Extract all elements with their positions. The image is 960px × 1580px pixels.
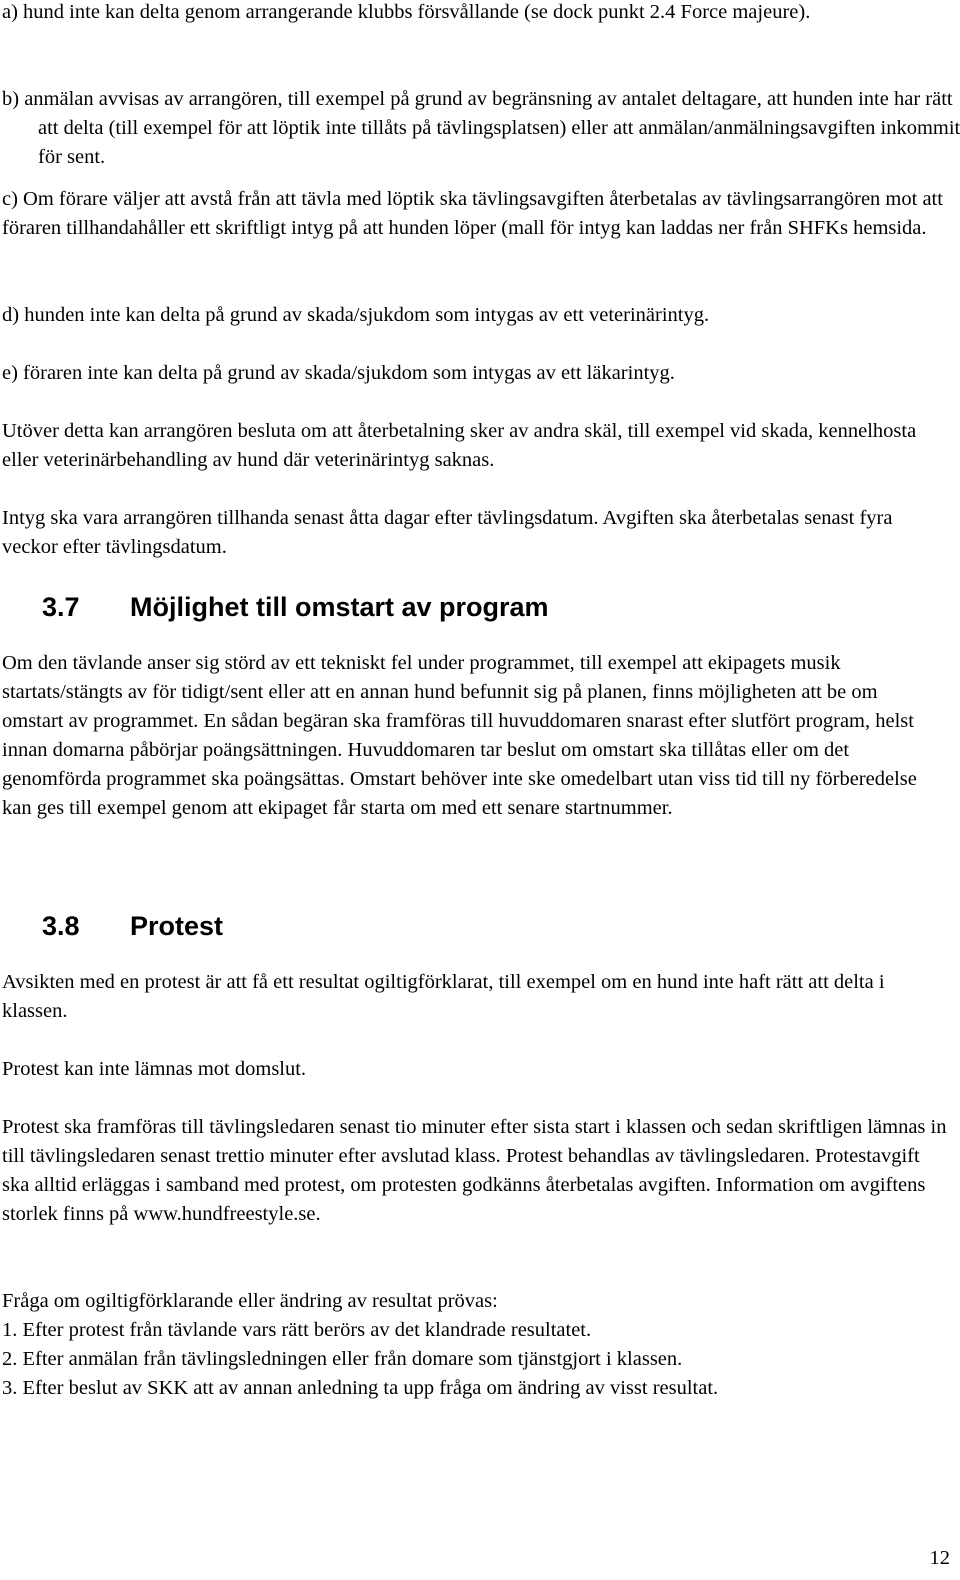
list-item-c: c) Om förare väljer att avstå från att tävla med löptik ska tävlingsavgiften återbetalas av tävlingsarrangören mot att föraren tillhandahåller ett skriftligt intyg på att hunden löper (mall för intyg kan laddas ner från SHFKs hemsida. xyxy=(2,188,943,239)
list-item-d: d) hunden inte kan delta på grund av skada/sjukdom som intygas av ett veterinärintyg. xyxy=(2,304,710,326)
list-item-a: a) hund inte kan delta genom arrangerande klubbs försvållande (se dock punkt 2.4 Force majeure). xyxy=(2,1,811,23)
list-item-question-1: 1. Efter protest från tävlande vars rätt berörs av det klandrade resultatet. xyxy=(2,1319,592,1341)
page-number: 12 xyxy=(929,1547,950,1569)
certificate-deadline-paragraph: Intyg ska vara arrangören tillhanda senast åtta dagar efter tävlingsdatum. Avgiften ska återbetalas senast fyra veckor efter tävlingsdatum. xyxy=(2,507,893,558)
question-intro: Fråga om ogiltigförklarande eller ändring av resultat prövas: xyxy=(2,1290,498,1312)
section-heading-restart xyxy=(42,590,549,624)
section-number: 3.7 xyxy=(42,592,80,622)
restart-paragraph: Om den tävlande anser sig störd av ett tekniskt fel under programmet, till exempel att ekipagets musik startats/stängts av för tidigt/sent eller att en annan hund befunnit sig på planen, finns möjligheten att be om omstart av programmet. En sådan begäran ska framföras till huvuddomaren snarast efter slutfört program, helst innan domarna påbörjar poängsättningen. Huvuddomaren tar beslut om omstart ska tillåtas eller om det genomförda programmet ska poängsättas. Omstart behöver inte ske omedelbart utan viss tid till ny förberedelse kan ges till exempel genom att ekipaget får starta om med ett senare startnummer. xyxy=(2,652,917,819)
protest-purpose-paragraph: Avsikten med en protest är att få ett resultat ogiltigförklarat, till exempel om en hund inte haft rätt att delta i klassen. xyxy=(2,971,885,1022)
list-item-e: e) föraren inte kan delta på grund av skada/sjukdom som intygas av ett läkarintyg. xyxy=(2,362,675,384)
protest-no-verdict-paragraph: Protest kan inte lämnas mot domslut. xyxy=(2,1058,307,1080)
protest-procedure-paragraph: Protest ska framföras till tävlingsledaren senast tio minuter efter sista start i klassen och sedan skriftligen lämnas in till tävlingsledaren senast trettio minuter efter avslutad klass. Protest behandlas av tävlingsledaren. Protestavgift ska alltid erläggas i samband med protest, om protesten godkänns återbetalas avgiften. Information om avgiftens storlek finns på www.hundfreestyle.se. xyxy=(2,1116,947,1225)
section-title: Möjlighet till omstart av program xyxy=(130,592,549,622)
section-title: Protest xyxy=(130,911,224,941)
refund-other-reasons-paragraph: Utöver detta kan arrangören besluta om att återbetalning sker av andra skäl, till exempel vid skada, kennelhosta eller veterinärbehandling av hund där veterinärintyg saknas. xyxy=(2,420,917,471)
section-heading-protest xyxy=(42,909,223,943)
section-number: 3.8 xyxy=(42,911,80,941)
list-item-b: b) anmälan avvisas av arrangören, till exempel på grund av begränsning av antalet deltagare, att hunden inte har rätt att delta (till exempel för att löptik inte tillåts på tävlingsplatsen) eller att anmälan/anmälningsavgiften inkommit för sent. xyxy=(2,88,960,168)
list-item-question-2: 2. Efter anmälan från tävlingsledningen eller från domare som tjänstgjort i klassen. xyxy=(2,1348,683,1370)
list-item-question-3: 3. Efter beslut av SKK att av annan anledning ta upp fråga om ändring av visst resultat. xyxy=(2,1377,719,1399)
